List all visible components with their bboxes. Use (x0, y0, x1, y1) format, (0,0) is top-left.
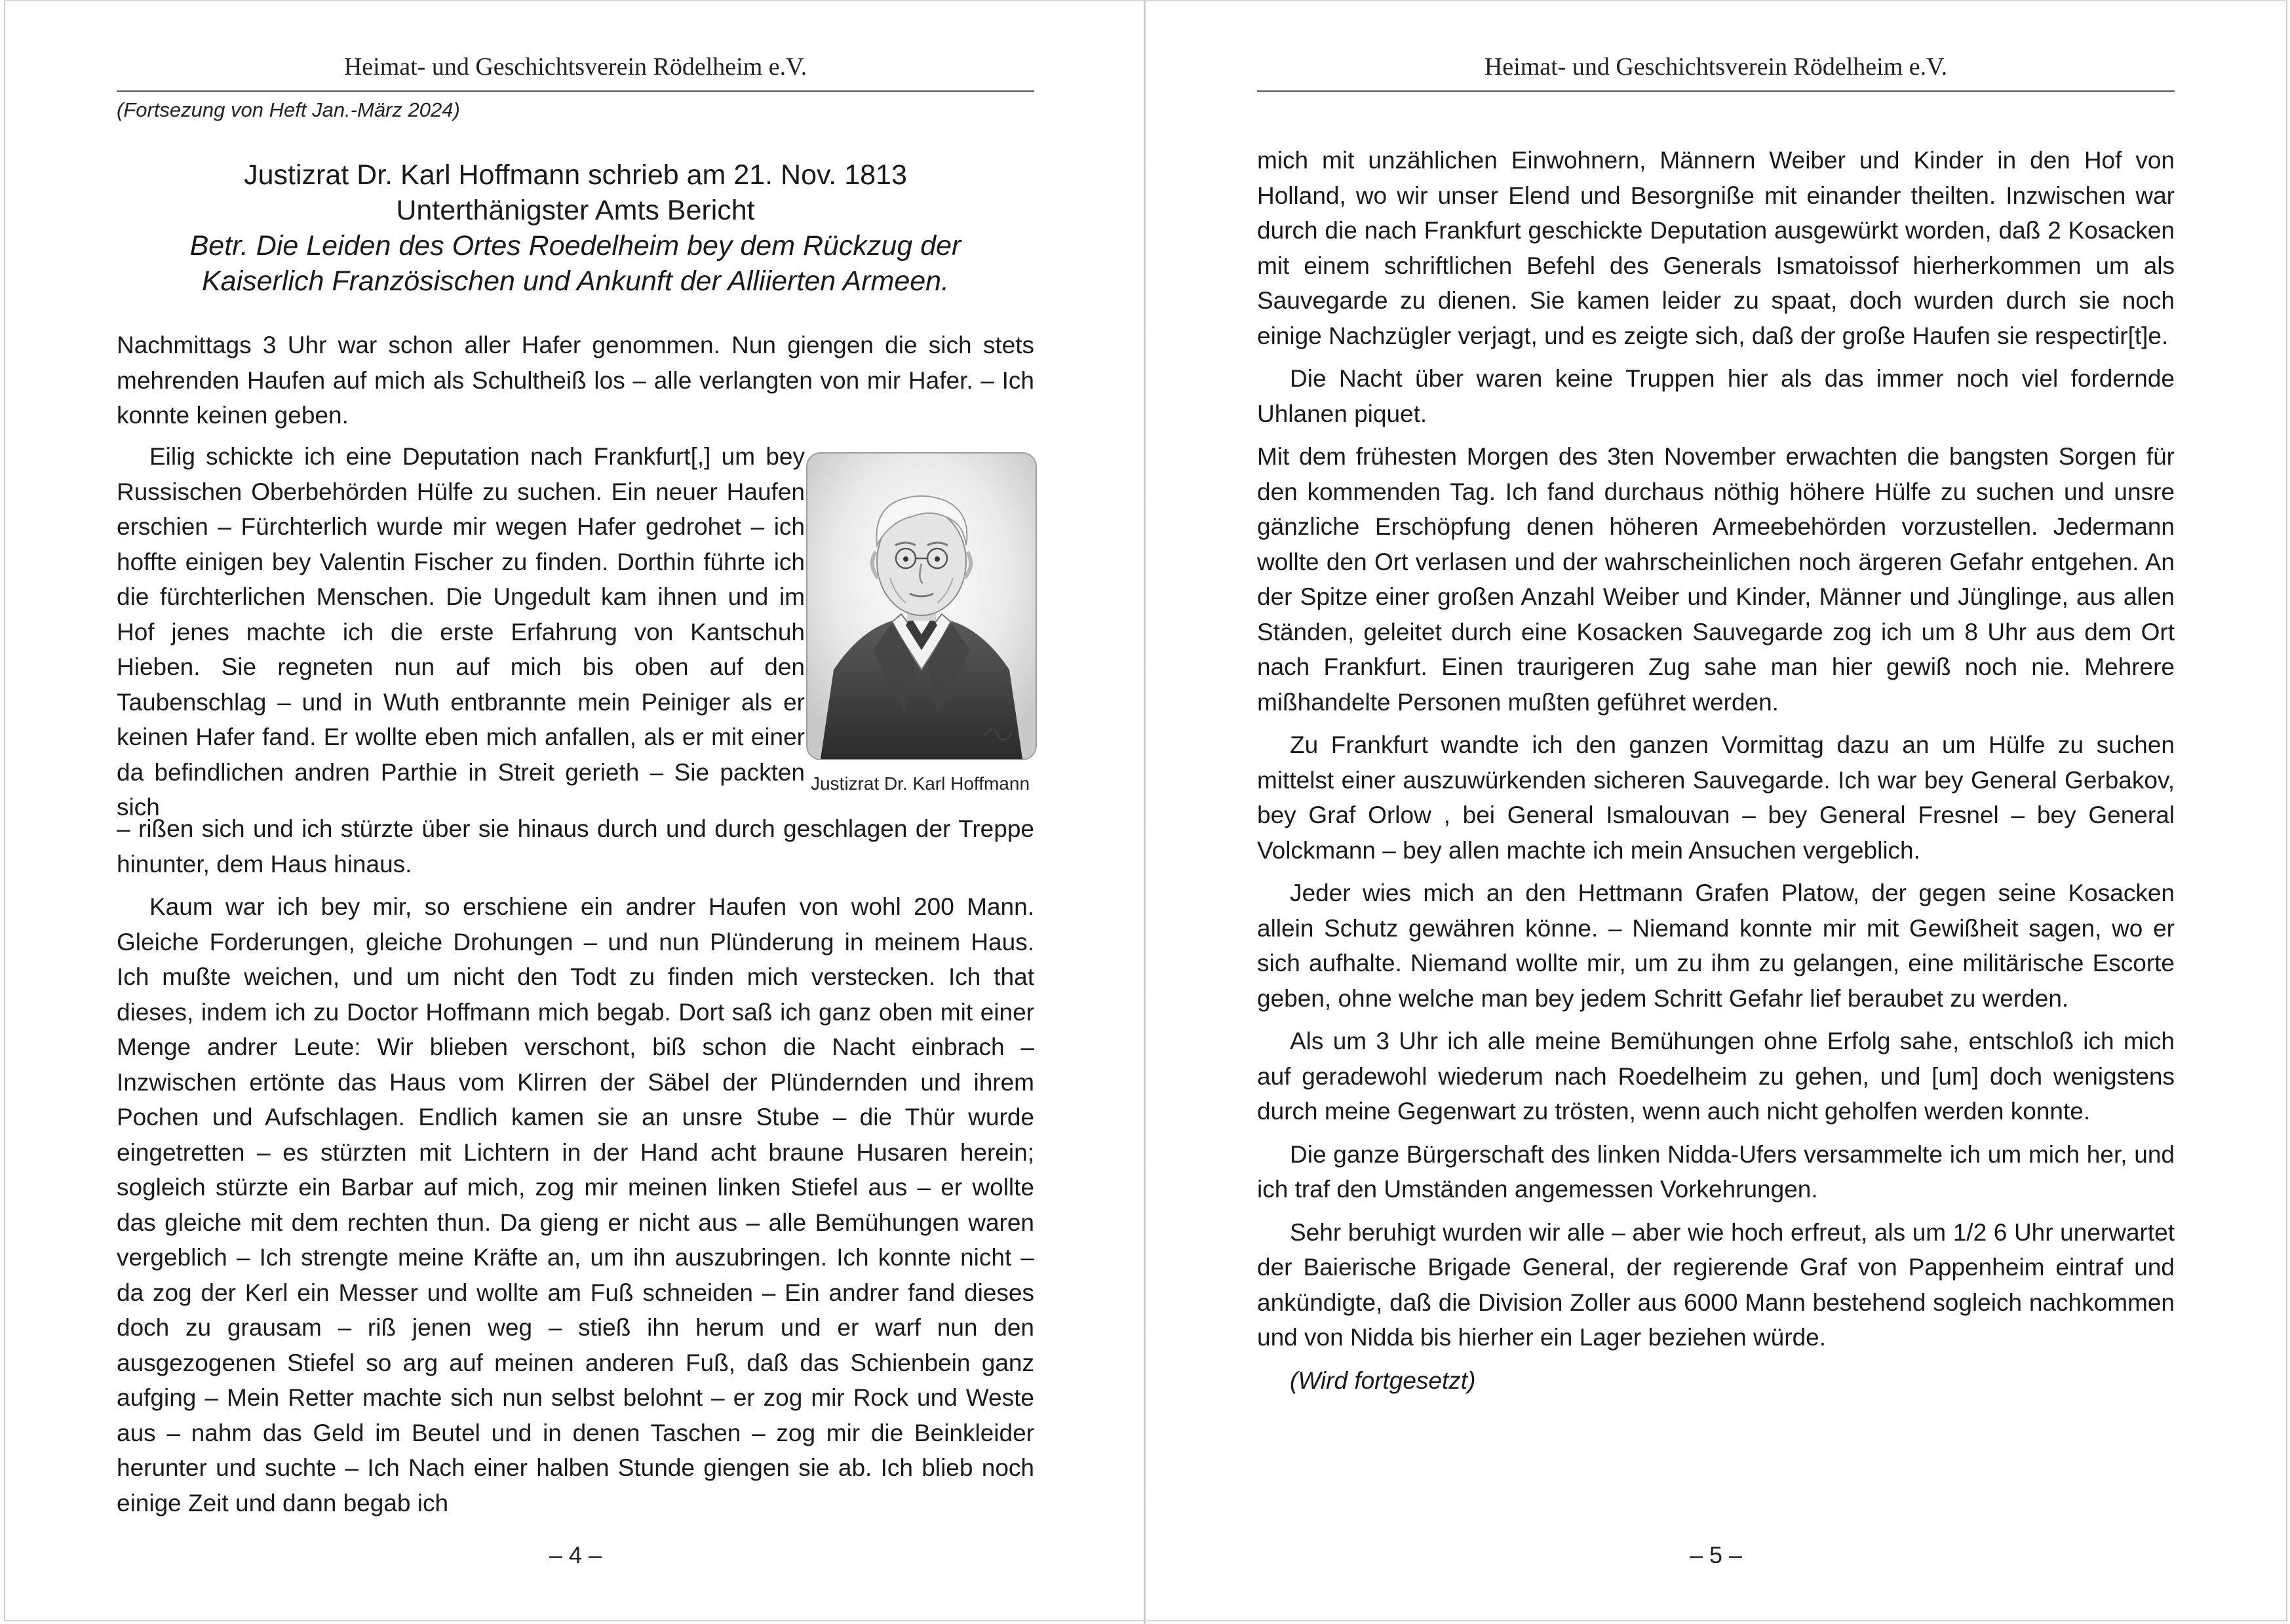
page-number-right: – 5 – (1689, 1541, 1743, 1568)
body-wrap (117, 439, 805, 833)
heading-line-1: Justizrat Dr. Karl Hoffmann schrieb am 21. Nov. 1813 (244, 159, 907, 191)
paragraph: Zu Frankfurt wandte ich den ganzen Vormittag dazu an um Hülfe zu suchen mittelst einer auszuwürkenden sicheren Sauvegarde. Ich war bey General Gerbakov, bey Graf Orlow , bei General Ismalouvan – bey General Fresnel – bey General Volckmann – bey allen machte ich mein Ansuchen vergeblich. (1257, 731, 2175, 864)
page-number-left: – 4 – (549, 1541, 602, 1568)
paragraph: Als um 3 Uhr ich alle meine Bemühungen ohne Erfolg sahe, entschloß ich mich auf geradewohl wiederum nach Roedelheim zu gehen, und [um] doch wenigstens durch meine Gegenwart zu trösten, wenn auch nicht geholfen werden konnte. (1257, 1028, 2175, 1125)
paragraph: Sehr beruhigt wurden wir alle – aber wie hoch erfreut, als um 1/2 6 Uhr unerwartet der Baierische Brigade General, der regierende Graf von Pappenheim eintraf und ankündigte, daß die Division Zoller aus 6000 Mann bestehend sogleich nachkommen und von Nidda bis hierher ein Lager beziehen würde. (1257, 1218, 2175, 1351)
article-heading (117, 157, 1034, 299)
paragraph: Die Nacht über waren keine Truppen hier als das immer noch viel fordernde Uhlanen piquet. (1257, 365, 2175, 427)
paragraph: Mit dem frühesten Morgen des 3ten November erwachten die bangsten Sorgen für den kommenden Tag. Ich fand durchaus nöthig höhere Hülfe zu suchen und unsre gänzliche Erschöpfung denen höheren Armeebehörden vorzustellen. Jedermann wollte den Ort verlasen und der wahrscheinlichen noch ärgeren Gefahr entgehen. An der Spitze einer großen Anzahl Weiber und Kinder, Männer und Jünglinge, aus allen Ständen, geleitet durch eine Kosacken Sauvegarde zog ich um 8 Uhr aus dem Ort nach Frankfurt. Einen traurigeren Zug sahe man hier gewiß noch nie. Mehrere mißhandelte Personen mußten geführet werden. (1257, 443, 2175, 716)
paragraph: Kaum war ich bey mir, so erschiene ein andrer Haufen von wohl 200 Mann. Gleiche Forderungen, gleiche Drohungen – und nun Plünderung in meinem Haus. Ich mußte weichen, und um nicht den Todt zu finden mich verstecken. Ich that dieses, indem ich zu Doctor Hoffmann mich begab. Dort saß ich ganz oben mit einer Menge andrer Leute: Wir blieben verschont, biß schon die Nacht einbrach – Inzwischen ertönte das Haus vom Klirren der Säbel der Plündernden und ihrem Pochen und Aufschlagen. Endlich kamen sie an unsre Stube – die Thür wurde eingetretten – es stürzten mit Lichtern in der Hand acht braune Husaren herein; sogleich stürzte ein Barbar auf mich, zog mir meinen linken Stiefel aus – er wollte das gleiche mit dem rechten thun. Da gieng er nicht aus – alle Bemühungen waren vergeblich – Ich strengte meine Kräfte an, um ihn auszubringen. Ich konnte nicht – da zog der Kerl ein Messer und wollte am Fuß schneiden – Ein andrer fand dieses doch zu grausam – riß jenen weg – stieß ihn herum und er warf nun den ausgezogenen Stiefel so arg auf meinen anderen Fuß, daß das Schienbein ganz aufging – Mein Retter machte sich nun selbst belohnt – er zog mir Rock und Weste aus – nahm das Geld im Beutel und in denen Taschen – zog mir die Beinkleider herunter und suchte – Ich Nach einer halben Stunde giengen sie ab. Ich blieb noch einige Zeit und dann begab ich (117, 893, 1034, 1517)
portrait-caption: Justizrat Dr. Karl Hoffmann (810, 773, 1030, 794)
closing-note: (Wird fortgesetzt) (1290, 1366, 1476, 1394)
paragraph: mich mit unzählichen Einwohnern, Männern Weiber und Kinder in den Hof von Holland, wo wir unser Elend und Besorgniße mit einander theilten. Inzwischen war durch die nach Frankfurt geschickte Deputation ausgewürkt worden, daß 2 Kosacken mit einem schriftlichen Befehl des Generals Ismatoissof hierherkommen um als Sauvegarde zu dienen. Sie kamen leider zu spaat, doch wurden durch sie noch einige Nachzügler verjagt, und es zeigte sich, daß der große Haufen sie respectir[t]e. (1257, 147, 2175, 349)
body-bottom (117, 811, 1034, 1528)
running-head-left: Heimat- und Geschichtsverein Rödelheim e.V. (343, 53, 807, 81)
continuation-note: (Fortsezung von Heft Jan.-März 2024) (117, 98, 460, 121)
right-page (1146, 0, 2287, 1621)
running-head-right: Heimat- und Geschichtsverein Rödelheim e.V. (1484, 53, 1948, 81)
paragraph: Die ganze Bürgerschaft des linken Nidda-Ufers versammelte ich um mich her, und ich traf den Umständen angemessen Vorkehrungen. (1257, 1140, 2175, 1203)
header-rule-right (1257, 90, 2175, 92)
body-main (1257, 143, 2175, 1406)
left-page (4, 0, 1146, 1621)
header-rule-left (117, 90, 1034, 92)
heading-subject-line-2: Kaiserlich Französischen und Ankunft der Alliierten Armeen. (201, 265, 950, 297)
portrait-image (806, 452, 1037, 760)
portrait-drawing (807, 454, 1036, 759)
paragraph: Nachmittags 3 Uhr war schon aller Hafer genommen. Nun giengen die sich stets mehrenden Haufen auf mich als Schultheiß los – alle verlangten von mir Hafer. – Ich konnte keinen geben. (117, 332, 1034, 429)
heading-line-2: Unterthänigster Amts Bericht (396, 195, 755, 226)
paragraph: – rißen sich und ich stürzte über sie hinaus durch und durch geschlagen der Treppe hinunter, dem Haus hinaus. (117, 815, 1034, 878)
paragraph: Eilig schickte ich eine Deputation nach Frankfurt[,] um bey Russischen Oberbehörden Hülfe zu suchen. Ein neuer Haufen erschien – Fürchterlich wurde mir wegen Hafer gedrohet – ich hoffte einigen bey Valentin Fischer zu finden. Dorthin führte ich die fürchterlichen Menschen. Die Ungedult kam ihnen und im Hof jenes machte ich die erste Erfahrung von Kantschuh Hieben. Sie regneten nun auf mich bis oben auf den Taubenschlag – und in Wuth entbrannte mein Peiniger als er keinen Hafer fand. Er wollte eben mich anfallen, als er mit einer da befindlichen andren Parthie in Streit gerieth – Sie packten sich (117, 443, 805, 821)
paragraph: Jeder wies mich an den Hettmann Grafen Platow, der gegen seine Kosacken allein Schutz gewähren könne. – Niemand konnte mir mit Gewißheit sagen, wo er sich aufhalte. Niemand wollte mir, um zu ihm zu gelangen, eine militärische Escorte geben, ohne welche man bey jedem Schritt Gefahr lief beraubet zu werden. (1257, 880, 2175, 1012)
body-top (117, 328, 1034, 441)
heading-subject-line-1: Betr. Die Leiden des Ortes Roedelheim bey dem Rückzug der (189, 230, 961, 261)
